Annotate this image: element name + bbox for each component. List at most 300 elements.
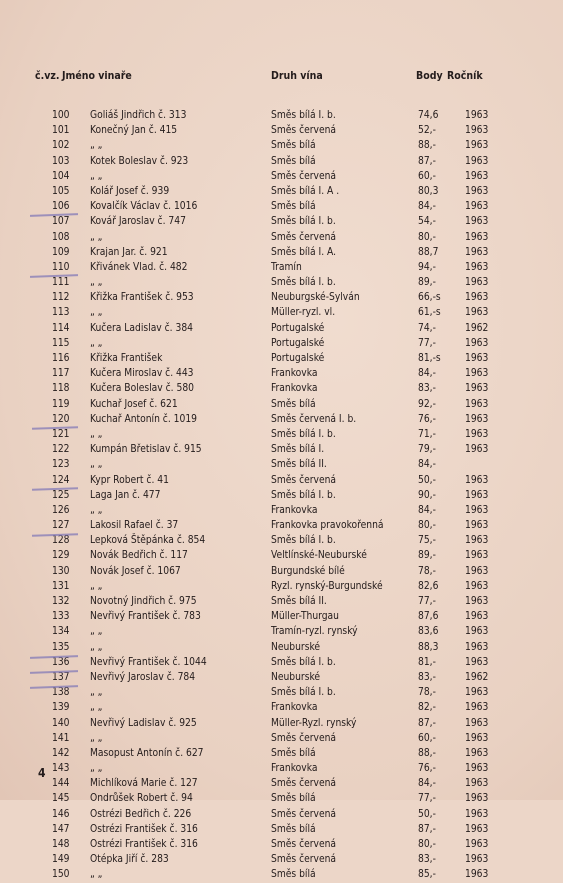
wine-type: Burgundské bílé	[271, 565, 345, 577]
wine-type: Směs červená	[271, 839, 337, 850]
wine-type: Směs bílá	[271, 747, 316, 759]
wine-type: Směs bílá I. b.	[271, 687, 336, 699]
winemaker-name: „ „	[90, 763, 103, 775]
points: 78,-	[418, 687, 436, 699]
vintage: 1963	[465, 337, 489, 349]
vintage: 1963	[465, 793, 489, 805]
table-row	[0, 746, 563, 761]
wine-type: Směs bílá	[271, 201, 316, 213]
points: 84,-	[418, 201, 436, 213]
vintage: 1962	[465, 671, 489, 683]
table-row	[0, 108, 563, 123]
sample-number: 128	[52, 535, 70, 547]
table-row	[0, 351, 563, 366]
header-winemaker-name: Jméno vinaře	[62, 70, 132, 82]
winemaker-name: Kolář Josef č. 939	[90, 185, 170, 197]
wine-type: Portugalské	[271, 322, 325, 334]
vintage: 1963	[465, 520, 489, 532]
table-row	[0, 442, 563, 457]
wine-type: Směs bílá	[271, 793, 316, 805]
sample-number: 148	[52, 839, 70, 850]
table-row	[0, 214, 563, 229]
wine-type: Směs červená	[271, 170, 337, 182]
points: 87,-	[418, 823, 436, 835]
wine-type: Frankovka pravokořenná	[271, 520, 384, 532]
winemaker-name: Goliáš Jindřich č. 313	[90, 110, 187, 121]
winemaker-name: Křižka František č. 953	[90, 292, 194, 304]
winemaker-name: Krajan Jar. č. 921	[90, 246, 168, 258]
header-wine-type: Druh vína	[271, 70, 323, 82]
winemaker-name: „ „	[90, 170, 103, 182]
sample-number: 150	[52, 869, 70, 881]
vintage: 1963	[465, 687, 489, 699]
points: 74,-	[418, 322, 436, 334]
sample-number: 132	[52, 596, 70, 607]
winemaker-name: Ostrézi Bedřich č. 226	[90, 808, 192, 820]
wine-type: Směs bílá I. b.	[271, 428, 336, 440]
wine-type: Müller-Thurgau	[271, 611, 339, 623]
sample-number: 138	[52, 687, 70, 699]
vintage: 1963	[465, 428, 489, 440]
winemaker-name: Kučera Miroslav č. 443	[90, 368, 194, 380]
wine-type: Müller-Ryzl. rynský	[271, 717, 357, 729]
table-row	[0, 488, 563, 503]
vintage: 1963	[465, 717, 489, 729]
table-row	[0, 305, 563, 320]
winemaker-name: Kovalčík Václav č. 1016	[90, 201, 198, 213]
points: 52,-	[418, 125, 436, 137]
sample-number: 144	[52, 778, 70, 790]
vintage: 1962	[465, 322, 489, 334]
sample-number: 133	[52, 611, 70, 623]
points: 83,6	[418, 626, 439, 638]
points: 75,-	[418, 535, 436, 547]
sample-number: 120	[52, 413, 70, 425]
wine-type: Směs červená	[271, 854, 337, 866]
table-row	[0, 275, 563, 290]
sample-number: 141	[52, 732, 70, 744]
winemaker-name: Novák Josef č. 1067	[90, 565, 181, 577]
sample-number: 145	[52, 793, 70, 805]
sample-number: 105	[52, 185, 70, 197]
winemaker-name: Kučera Boleslav č. 580	[90, 383, 194, 395]
table-row	[0, 731, 563, 746]
winemaker-name: Novák Bedřich č. 117	[90, 550, 188, 562]
wine-type: Tramín	[271, 261, 302, 273]
sample-number: 114	[52, 322, 70, 334]
wine-type: Směs červená	[271, 778, 337, 790]
vintage: 1963	[465, 565, 489, 577]
sample-number: 134	[52, 626, 70, 638]
points: 94,-	[418, 261, 436, 273]
winemaker-name: Masopust Antonín č. 627	[90, 747, 204, 759]
vintage: 1963	[465, 125, 489, 137]
winemaker-name: Novotný Jindřich č. 975	[90, 596, 197, 607]
sample-number: 142	[52, 747, 70, 759]
sample-number: 110	[52, 261, 70, 273]
sample-number: 115	[52, 337, 70, 349]
table-row	[0, 700, 563, 715]
vintage: 1963	[465, 504, 489, 516]
wine-type: Neuburgské-Sylván	[271, 292, 360, 304]
winemaker-name: Lepková Štěpánka č. 854	[90, 535, 206, 547]
sample-number: 147	[52, 823, 70, 835]
points: 74,6	[418, 110, 439, 121]
table-row	[0, 548, 563, 563]
table-row	[0, 518, 563, 533]
wine-type: Směs bílá I. b.	[271, 489, 336, 501]
points: 88,-	[418, 747, 436, 759]
points: 66,-s	[418, 292, 441, 304]
sample-number: 102	[52, 140, 70, 152]
vintage: 1963	[465, 763, 489, 775]
points: 50,-	[418, 474, 436, 486]
sample-number: 104	[52, 170, 70, 182]
wine-type: Směs bílá I. b.	[271, 216, 336, 228]
wine-type: Směs bílá I. A .	[271, 185, 340, 197]
points: 71,-	[418, 428, 436, 440]
sample-number: 119	[52, 398, 70, 410]
vintage: 1963	[465, 596, 489, 607]
points: 78,-	[418, 565, 436, 577]
winemaker-name: „ „	[90, 459, 103, 471]
points: 80,-	[418, 839, 436, 850]
vintage: 1963	[465, 307, 489, 319]
vintage: 1963	[465, 732, 489, 744]
sample-number: 117	[52, 368, 70, 380]
wine-type: Směs červená I. b.	[271, 413, 357, 425]
points: 89,-	[418, 277, 436, 289]
points: 90,-	[418, 489, 436, 501]
table-row	[0, 412, 563, 427]
sample-number: 108	[52, 231, 70, 243]
table-row	[0, 230, 563, 245]
table-row	[0, 564, 563, 579]
winemaker-name: „ „	[90, 641, 103, 653]
sample-number: 109	[52, 246, 70, 258]
winemaker-name: Kumpán Břetislav č. 915	[90, 444, 202, 456]
sample-number: 143	[52, 763, 70, 775]
vintage: 1963	[465, 823, 489, 835]
wine-type: Směs červená	[271, 125, 337, 137]
sample-number: 127	[52, 520, 70, 532]
table-row	[0, 594, 563, 609]
table-row	[0, 321, 563, 336]
table-row	[0, 761, 563, 776]
vintage: 1963	[465, 869, 489, 881]
vintage: 1963	[465, 383, 489, 395]
table-row	[0, 685, 563, 700]
vintage: 1963	[465, 444, 489, 456]
points: 84,-	[418, 368, 436, 380]
table-row	[0, 366, 563, 381]
points: 80,-	[418, 231, 436, 243]
sample-number: 137	[52, 671, 70, 683]
vintage: 1963	[465, 550, 489, 562]
vintage: 1963	[465, 110, 489, 121]
table-row	[0, 473, 563, 488]
table-row	[0, 397, 563, 412]
sample-number: 122	[52, 444, 70, 456]
wine-type: Směs bílá	[271, 398, 316, 410]
sample-number: 139	[52, 702, 70, 714]
winemaker-name: „ „	[90, 732, 103, 744]
winemaker-name: Ostrézi František č. 316	[90, 823, 198, 835]
vintage: 1963	[465, 155, 489, 167]
vintage: 1963	[465, 808, 489, 820]
vintage: 1963	[465, 261, 489, 273]
winemaker-name: „ „	[90, 337, 103, 349]
sample-number: 129	[52, 550, 70, 562]
winemaker-name: Laga Jan č. 477	[90, 489, 161, 501]
wine-type: Směs bílá	[271, 155, 316, 167]
wine-type: Frankovka	[271, 368, 318, 380]
table-row	[0, 655, 563, 670]
vintage: 1963	[465, 246, 489, 258]
vintage: 1963	[465, 702, 489, 714]
points: 89,-	[418, 550, 436, 562]
table-row	[0, 427, 563, 442]
points: 50,-	[418, 808, 436, 820]
wine-type: Směs bílá II.	[271, 459, 327, 471]
points: 82,6	[418, 580, 439, 592]
winemaker-name: Křižka František	[90, 353, 163, 364]
points: 77,-	[418, 596, 436, 607]
points: 77,-	[418, 793, 436, 805]
sample-number: 101	[52, 125, 70, 137]
table-row	[0, 199, 563, 214]
points: 88,-	[418, 140, 436, 152]
vintage: 1963	[465, 656, 489, 668]
sample-number: 130	[52, 565, 70, 577]
wine-type: Müller-ryzl. vl.	[271, 307, 336, 319]
vintage: 1963	[465, 611, 489, 623]
wine-results-table	[0, 108, 563, 883]
points: 76,-	[418, 763, 436, 775]
sample-number: 131	[52, 580, 70, 592]
points: 92,-	[418, 398, 436, 410]
points: 80,3	[418, 185, 439, 197]
wine-type: Směs bílá I. b.	[271, 277, 336, 289]
wine-type: Ryzl. rynský-Burgundské	[271, 580, 383, 592]
points: 81,-	[418, 656, 436, 668]
table-row	[0, 822, 563, 837]
vintage: 1963	[465, 140, 489, 152]
header-points: Body	[416, 70, 443, 82]
header-vintage: Ročník	[447, 70, 483, 82]
winemaker-name: Lakosil Rafael č. 37	[90, 520, 179, 532]
sample-number: 121	[52, 428, 70, 440]
table-row	[0, 290, 563, 305]
vintage: 1963	[465, 580, 489, 592]
wine-type: Neuburské	[271, 671, 321, 683]
vintage: 1963	[465, 231, 489, 243]
table-header	[0, 70, 563, 86]
winemaker-name: „ „	[90, 702, 103, 714]
points: 87,6	[418, 611, 439, 623]
header-sample-number: č.vz.	[35, 70, 60, 82]
wine-type: Veltlínské-Neuburské	[271, 550, 367, 562]
wine-type: Směs bílá I. b.	[271, 110, 336, 121]
points: 60,-	[418, 170, 436, 182]
sample-number: 125	[52, 489, 70, 501]
sample-number: 111	[52, 277, 70, 289]
sample-number: 116	[52, 353, 70, 364]
table-row	[0, 716, 563, 731]
vintage: 1963	[465, 277, 489, 289]
wine-type: Směs bílá I. b.	[271, 656, 336, 668]
vintage: 1963	[465, 292, 489, 304]
table-row	[0, 336, 563, 351]
winemaker-name: „ „	[90, 626, 103, 638]
vintage: 1963	[465, 474, 489, 486]
points: 88,7	[418, 246, 439, 258]
wine-type: Směs červená	[271, 231, 337, 243]
vintage: 1963	[465, 170, 489, 182]
points: 54,-	[418, 216, 436, 228]
winemaker-name: Kuchař Antonín č. 1019	[90, 413, 197, 425]
points: 88,3	[418, 641, 439, 653]
table-row	[0, 579, 563, 594]
table-row	[0, 381, 563, 396]
points: 79,-	[418, 444, 436, 456]
sample-number: 107	[52, 216, 70, 228]
table-row	[0, 123, 563, 138]
vintage: 1963	[465, 489, 489, 501]
sample-number: 149	[52, 854, 70, 866]
points: 87,-	[418, 717, 436, 729]
sample-number: 123	[52, 459, 70, 471]
winemaker-name: „ „	[90, 140, 103, 152]
winemaker-name: Kučera Ladislav č. 384	[90, 322, 193, 334]
wine-type: Směs bílá I. b.	[271, 535, 336, 547]
winemaker-name: „ „	[90, 869, 103, 881]
winemaker-name: Kuchař Josef č. 621	[90, 398, 178, 410]
points: 81,-s	[418, 353, 441, 364]
table-row	[0, 791, 563, 806]
winemaker-name: „ „	[90, 504, 103, 516]
sample-number: 140	[52, 717, 70, 729]
winemaker-name: Otépka Jiří č. 283	[90, 854, 169, 866]
table-row	[0, 245, 563, 260]
sample-number: 103	[52, 155, 70, 167]
winemaker-name: Nevřivý František č. 783	[90, 611, 201, 623]
wine-type: Frankovka	[271, 763, 318, 775]
sample-number: 113	[52, 307, 70, 319]
sample-number: 136	[52, 656, 70, 668]
sample-number: 146	[52, 808, 70, 820]
points: 84,-	[418, 504, 436, 516]
wine-type: Směs bílá II.	[271, 596, 327, 607]
vintage: 1963	[465, 839, 489, 850]
vintage: 1963	[465, 368, 489, 380]
points: 61,-s	[418, 307, 441, 319]
table-row	[0, 670, 563, 685]
wine-type: Frankovka	[271, 702, 318, 714]
wine-type: Neuburské	[271, 641, 321, 653]
wine-type: Směs bílá	[271, 823, 316, 835]
wine-type: Směs bílá I. A.	[271, 246, 337, 258]
table-row	[0, 260, 563, 275]
table-row	[0, 169, 563, 184]
page-number: 4	[38, 766, 46, 780]
winemaker-name: „ „	[90, 687, 103, 699]
table-row	[0, 533, 563, 548]
vintage: 1963	[465, 353, 489, 364]
winemaker-name: Kovář Jaroslav č. 747	[90, 216, 186, 228]
sample-number: 124	[52, 474, 70, 486]
sample-number: 112	[52, 292, 70, 304]
points: 84,-	[418, 778, 436, 790]
winemaker-name: „ „	[90, 277, 103, 289]
sample-number: 135	[52, 641, 70, 653]
winemaker-name: Kotek Boleslav č. 923	[90, 155, 189, 167]
table-row	[0, 640, 563, 655]
winemaker-name: „ „	[90, 428, 103, 440]
vintage: 1963	[465, 185, 489, 197]
vintage: 1963	[465, 413, 489, 425]
table-row	[0, 867, 563, 882]
wine-type: Portugalské	[271, 337, 325, 349]
wine-type: Frankovka	[271, 504, 318, 516]
sample-number: 100	[52, 110, 70, 121]
vintage: 1963	[465, 778, 489, 790]
table-row	[0, 138, 563, 153]
winemaker-name: Michlíková Marie č. 127	[90, 778, 198, 790]
vintage: 1963	[465, 216, 489, 228]
points: 83,-	[418, 383, 436, 395]
winemaker-name: „ „	[90, 580, 103, 592]
table-row	[0, 776, 563, 791]
sample-number: 118	[52, 383, 70, 395]
vintage: 1963	[465, 201, 489, 213]
wine-type: Směs bílá	[271, 869, 316, 881]
wine-type: Směs bílá	[271, 140, 316, 152]
points: 84,-	[418, 459, 436, 471]
points: 80,-	[418, 520, 436, 532]
winemaker-name: Nevřivý František č. 1044	[90, 656, 207, 668]
winemaker-name: „ „	[90, 307, 103, 319]
points: 77,-	[418, 337, 436, 349]
winemaker-name: Kypr Robert č. 41	[90, 474, 169, 486]
vintage: 1963	[465, 641, 489, 653]
table-row	[0, 184, 563, 199]
wine-type: Směs červená	[271, 474, 337, 486]
wine-type: Směs bílá I.	[271, 444, 325, 456]
table-row	[0, 624, 563, 639]
points: 82,-	[418, 702, 436, 714]
vintage: 1963	[465, 747, 489, 759]
sample-number: 126	[52, 504, 70, 516]
table-row	[0, 154, 563, 169]
winemaker-name: Nevřivý Jaroslav č. 784	[90, 671, 196, 683]
points: 60,-	[418, 732, 436, 744]
winemaker-name: „ „	[90, 231, 103, 243]
points: 83,-	[418, 671, 436, 683]
winemaker-name: Konečný Jan č. 415	[90, 125, 178, 137]
wine-type: Portugalské	[271, 353, 325, 364]
vintage: 1963	[465, 854, 489, 866]
winemaker-name: Křivánek Vlad. č. 482	[90, 261, 188, 273]
wine-type: Frankovka	[271, 383, 318, 395]
points: 87,-	[418, 155, 436, 167]
table-row	[0, 609, 563, 624]
winemaker-name: Ostrézi František č. 316	[90, 839, 198, 850]
vintage: 1963	[465, 626, 489, 638]
vintage: 1963	[465, 535, 489, 547]
table-row	[0, 457, 563, 472]
table-row	[0, 807, 563, 822]
